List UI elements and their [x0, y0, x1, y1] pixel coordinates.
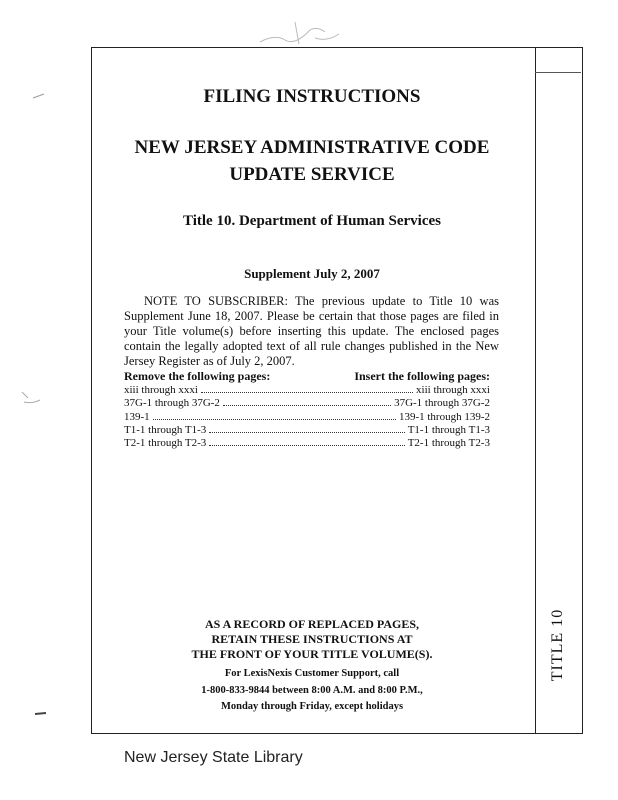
remove-pages-cell: xiii through xxxi [124, 384, 198, 397]
code-heading [92, 134, 532, 188]
stray-mark [32, 92, 46, 100]
top-scribble-marks [255, 20, 345, 48]
record-notice-line: RETAIN THESE INSTRUCTIONS AT [211, 632, 413, 646]
table-row [124, 437, 490, 450]
stray-mark [34, 710, 48, 718]
table-row [124, 397, 490, 410]
insert-pages-header: Insert the following pages: [354, 369, 490, 383]
tab-top-line [535, 72, 581, 73]
code-heading-line: UPDATE SERVICE [229, 164, 395, 185]
pages-table [124, 370, 490, 450]
library-stamp: New Jersey State Library [124, 749, 303, 766]
remove-pages-cell: T2-1 through T2-3 [124, 437, 207, 450]
insert-pages-cell: 37G-1 through 37G-2 [394, 397, 490, 410]
subscriber-note: NOTE TO SUBSCRIBER: The previous update to Title 10 was Supplement June 18, 2007. Please be certain that those pages are filed in your Title volume(s) before inserting this update. The enclosed pages contain the legally adopted text of all rule changes published in the New Jersey Register as of July 2, 2007. [124, 294, 499, 368]
support-hours-line: Monday through Friday, except holidays [220, 701, 404, 712]
insert-pages-cell: T1-1 through T1-3 [407, 423, 490, 436]
supplement-date: Supplement July 2, 2007 [244, 266, 380, 281]
record-notice [92, 617, 532, 662]
table-row [124, 384, 490, 397]
title-section-heading: Title 10. Department of Human Services [182, 213, 442, 229]
insert-pages-cell: xiii through xxxi [416, 384, 490, 397]
pages-table-header [124, 370, 490, 383]
code-heading-line: NEW JERSEY ADMINISTRATIVE CODE [134, 137, 490, 158]
stray-mark [20, 388, 44, 406]
page-title: FILING INSTRUCTIONS [203, 86, 421, 107]
dot-leader [153, 419, 396, 420]
support-line: For LexisNexis Customer Support, call [224, 668, 400, 679]
insert-pages-cell: 139-1 through 139-2 [398, 410, 490, 423]
remove-pages-header: Remove the following pages: [124, 369, 271, 383]
dot-leader [223, 405, 391, 406]
customer-support-info [92, 666, 532, 716]
dot-leader [209, 432, 404, 433]
dot-leader [209, 445, 404, 446]
tab-divider-line [535, 47, 536, 733]
dot-leader [201, 392, 413, 393]
remove-pages-cell: T1-1 through T1-3 [124, 423, 207, 436]
table-row [124, 424, 490, 437]
table-row [124, 411, 490, 424]
support-phone-line: 1-800-833-9844 between 8:00 A.M. and 8:00 P.M., [201, 684, 423, 696]
remove-pages-cell: 139-1 [124, 410, 150, 423]
insert-pages-cell: T2-1 through T2-3 [407, 437, 490, 450]
title-tab-label: TITLE 10 [549, 608, 566, 682]
record-notice-line: THE FRONT OF YOUR TITLE VOLUME(S). [191, 647, 433, 661]
record-notice-line: AS A RECORD OF REPLACED PAGES, [204, 617, 420, 631]
remove-pages-cell: 37G-1 through 37G-2 [124, 397, 220, 410]
